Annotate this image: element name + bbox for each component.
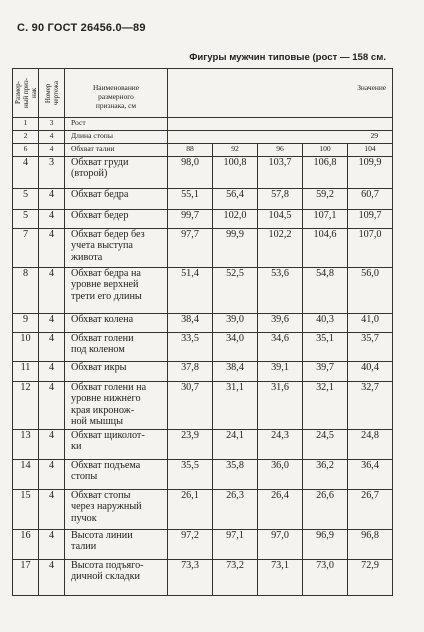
feature-number: 9 <box>13 314 39 333</box>
feature-name: Обхват щиколот- ки <box>65 430 168 460</box>
measurement-value: 73,2 <box>213 560 258 596</box>
measurement-value: 107,0 <box>348 229 393 268</box>
feature-number: 16 <box>13 530 39 560</box>
measurement-value: 36,4 <box>348 460 393 490</box>
feature-name: Высота подъяго- дичной складки <box>65 560 168 596</box>
measurement-value: 31,1 <box>213 382 258 430</box>
feature-number: 2 <box>13 131 39 144</box>
measurement-value: 109,9 <box>348 157 393 189</box>
feature-number: 14 <box>13 460 39 490</box>
feature-name: Обхват икры <box>65 362 168 382</box>
measurement-value: 54,8 <box>303 268 348 314</box>
table-row <box>13 314 393 333</box>
measurement-value: 35,1 <box>303 333 348 362</box>
waist-size-heading: 100 <box>303 144 348 157</box>
measurement-table <box>12 68 393 596</box>
measurement-value: 109,7 <box>348 210 393 229</box>
measurement-value: 24,1 <box>213 430 258 460</box>
feature-number: 5 <box>13 189 39 210</box>
measurement-value: 53,6 <box>258 268 303 314</box>
measurement-value: 60,7 <box>348 189 393 210</box>
measurement-value: 40,4 <box>348 362 393 382</box>
table-row <box>13 157 393 189</box>
feature-name: Обхват бедер без учета выступа живота <box>65 229 168 268</box>
measurement-value: 26,4 <box>258 490 303 530</box>
col-header-feature-no: Размер- ный приз- нак <box>13 69 39 118</box>
drawing-number: 3 <box>39 118 65 131</box>
feature-name: Обхват бедер <box>65 210 168 229</box>
measurement-value: 33,5 <box>168 333 213 362</box>
measurement-value: 104,6 <box>303 229 348 268</box>
measurement-value: 106,8 <box>303 157 348 189</box>
measurement-value: 56,0 <box>348 268 393 314</box>
feature-name: Обхват голени под коленом <box>65 333 168 362</box>
measurement-value: 35,5 <box>168 460 213 490</box>
feature-name: Обхват талии <box>65 144 168 157</box>
drawing-number: 4 <box>39 333 65 362</box>
table-row <box>13 560 393 596</box>
measurement-value: 102,0 <box>213 210 258 229</box>
table-row <box>13 382 393 430</box>
measurement-value: 73,0 <box>303 560 348 596</box>
table-row <box>13 490 393 530</box>
drawing-number: 4 <box>39 210 65 229</box>
measurement-value: 97,2 <box>168 530 213 560</box>
table-row <box>13 530 393 560</box>
feature-name: Обхват колена <box>65 314 168 333</box>
feature-name: Рост <box>65 118 168 131</box>
measurement-value: 36,2 <box>303 460 348 490</box>
measurement-value: 36,0 <box>258 460 303 490</box>
measurement-value: 102,2 <box>258 229 303 268</box>
feature-name: Обхват груди (второй) <box>65 157 168 189</box>
drawing-number: 4 <box>39 382 65 430</box>
feature-number: 8 <box>13 268 39 314</box>
measurement-value: 26,3 <box>213 490 258 530</box>
feature-name: Длина стопы <box>65 131 168 144</box>
measurement-value: 51,4 <box>168 268 213 314</box>
waist-size-heading: 88 <box>168 144 213 157</box>
waist-row <box>13 144 393 157</box>
measurement-value: 26,6 <box>303 490 348 530</box>
feature-number: 4 <box>13 157 39 189</box>
drawing-number: 4 <box>39 229 65 268</box>
drawing-number: 4 <box>39 268 65 314</box>
page-header: С. 90 ГОСТ 26456.0—89 <box>17 22 146 34</box>
measurement-value: 30,7 <box>168 382 213 430</box>
measurement-value: 57,8 <box>258 189 303 210</box>
measurement-value: 24,8 <box>348 430 393 460</box>
feature-name: Обхват стопы через наружный пучок <box>65 490 168 530</box>
drawing-number: 4 <box>39 560 65 596</box>
drawing-number: 4 <box>39 490 65 530</box>
drawing-number: 4 <box>39 314 65 333</box>
feature-value: 29 <box>168 131 393 144</box>
col-header-value: Значение <box>168 69 393 118</box>
drawing-number: 4 <box>39 362 65 382</box>
feature-number: 1 <box>13 118 39 131</box>
measurement-value: 38,4 <box>213 362 258 382</box>
measurement-value: 97,7 <box>168 229 213 268</box>
col-header-feature-name: Наименование размерного признака, см <box>65 69 168 118</box>
measurement-value: 39,7 <box>303 362 348 382</box>
feature-number: 7 <box>13 229 39 268</box>
feature-number: 17 <box>13 560 39 596</box>
drawing-number: 4 <box>39 144 65 157</box>
measurement-value: 38,4 <box>168 314 213 333</box>
measurement-value: 59,2 <box>303 189 348 210</box>
table-row <box>13 333 393 362</box>
waist-size-heading: 92 <box>213 144 258 157</box>
measurement-value: 96,9 <box>303 530 348 560</box>
measurement-value: 103,7 <box>258 157 303 189</box>
measurement-value: 24,3 <box>258 430 303 460</box>
feature-name: Обхват бедра <box>65 189 168 210</box>
measurement-value: 56,4 <box>213 189 258 210</box>
drawing-number: 4 <box>39 430 65 460</box>
feature-number: 15 <box>13 490 39 530</box>
table-row <box>13 460 393 490</box>
measurement-value: 72,9 <box>348 560 393 596</box>
measurement-value: 31,6 <box>258 382 303 430</box>
measurement-value: 55,1 <box>168 189 213 210</box>
measurement-value: 32,1 <box>303 382 348 430</box>
feature-number: 13 <box>13 430 39 460</box>
measurement-value: 39,1 <box>258 362 303 382</box>
feature-name: Обхват подъема стопы <box>65 460 168 490</box>
measurement-value: 37,8 <box>168 362 213 382</box>
drawing-number: 4 <box>39 530 65 560</box>
measurement-value: 35,8 <box>213 460 258 490</box>
measurement-value: 26,1 <box>168 490 213 530</box>
feature-number: 5 <box>13 210 39 229</box>
table-row <box>13 229 393 268</box>
measurement-value: 100,8 <box>213 157 258 189</box>
drawing-number: 4 <box>39 189 65 210</box>
measurement-value: 34,0 <box>213 333 258 362</box>
feature-number: 11 <box>13 362 39 382</box>
feature-name: Обхват бедра на уровне верхней трети его длины <box>65 268 168 314</box>
measurement-value: 52,5 <box>213 268 258 314</box>
measurement-value: 40,3 <box>303 314 348 333</box>
feature-name: Высота линии талии <box>65 530 168 560</box>
waist-size-heading: 104 <box>348 144 393 157</box>
feature-number: 6 <box>13 144 39 157</box>
measurement-value: 32,7 <box>348 382 393 430</box>
feature-number: 10 <box>13 333 39 362</box>
measurement-value: 41,0 <box>348 314 393 333</box>
measurement-value: 26,7 <box>348 490 393 530</box>
waist-size-heading: 96 <box>258 144 303 157</box>
measurement-value: 99,9 <box>213 229 258 268</box>
measurement-value: 96,8 <box>348 530 393 560</box>
measurement-value: 107,1 <box>303 210 348 229</box>
measurement-value: 39,0 <box>213 314 258 333</box>
table-row <box>13 430 393 460</box>
col-header-drawing-no: Номер чертежа <box>39 69 65 118</box>
measurement-value: 97,1 <box>213 530 258 560</box>
measurement-value: 24,5 <box>303 430 348 460</box>
measurement-value: 99,7 <box>168 210 213 229</box>
measurement-value: 104,5 <box>258 210 303 229</box>
measurement-value: 34,6 <box>258 333 303 362</box>
sub-row <box>13 131 393 144</box>
table-row <box>13 362 393 382</box>
feature-value <box>168 118 393 131</box>
measurement-value: 35,7 <box>348 333 393 362</box>
measurement-value: 39,6 <box>258 314 303 333</box>
drawing-number: 4 <box>39 131 65 144</box>
feature-number: 12 <box>13 382 39 430</box>
measurement-value: 97,0 <box>258 530 303 560</box>
measurement-value: 23,9 <box>168 430 213 460</box>
drawing-number: 4 <box>39 460 65 490</box>
table-row <box>13 268 393 314</box>
measurement-value: 73,3 <box>168 560 213 596</box>
table-row <box>13 210 393 229</box>
measurement-value: 73,1 <box>258 560 303 596</box>
table-subtitle: Фигуры мужчин типовые (рост — 158 см. <box>189 52 386 63</box>
table-row <box>13 189 393 210</box>
feature-name: Обхват голени на уровне нижнего края икронож- ной мышцы <box>65 382 168 430</box>
drawing-number: 3 <box>39 157 65 189</box>
header-row <box>13 69 393 118</box>
measurement-value: 98,0 <box>168 157 213 189</box>
sub-row <box>13 118 393 131</box>
